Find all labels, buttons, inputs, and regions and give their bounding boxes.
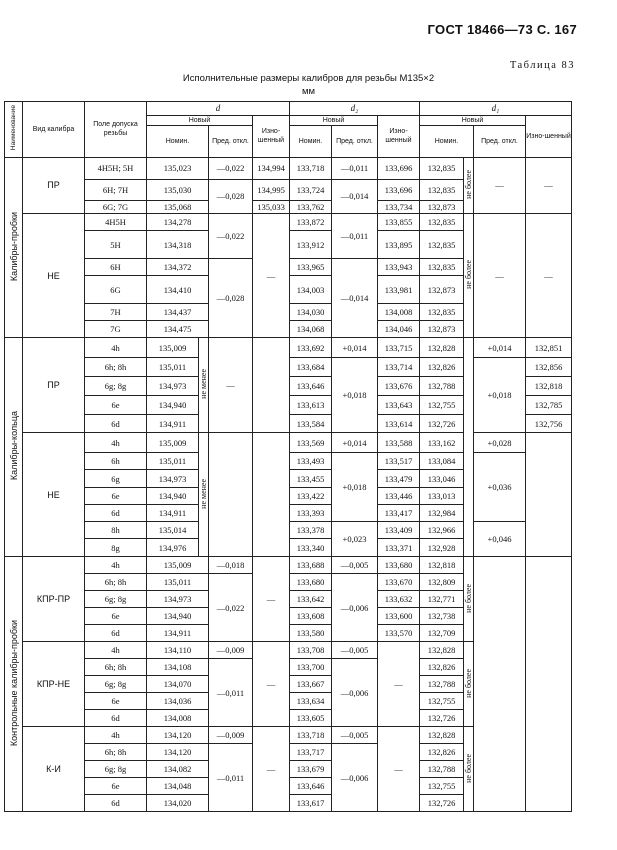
deviation: +0,018 (332, 453, 378, 522)
d2-nominal: 133,684 (290, 358, 332, 377)
table-label: Таблица 83 (509, 60, 575, 71)
tolerance-cell: 4h (85, 338, 147, 358)
d1-nominal: 132,826 (420, 744, 464, 761)
d2-nominal: 133,422 (290, 488, 332, 505)
deviation: —0,009 (209, 642, 253, 659)
d2-worn: 133,479 (378, 470, 420, 488)
tolerance-cell: 6G; 7G (85, 200, 147, 214)
d1-nominal: 132,828 (420, 642, 464, 659)
d2-worn: 133,895 (378, 231, 420, 259)
deviation: —0,022 (209, 157, 253, 179)
deviation: +0,014 (332, 338, 378, 358)
d1-nominal: 132,873 (420, 321, 464, 338)
d-nominal: 134,437 (147, 304, 209, 321)
d-nominal: 134,070 (147, 676, 209, 693)
d1-new-header: Новый (420, 115, 526, 125)
deviation: —0,011 (209, 744, 253, 812)
d-nominal: 134,278 (147, 214, 209, 231)
d2-worn: 134,008 (378, 304, 420, 321)
d1-nominal: 132,738 (420, 608, 464, 625)
tolerance-cell: 5H (85, 231, 147, 259)
d2-nominal: 133,393 (290, 505, 332, 522)
tolerance-cell: 6d (85, 505, 147, 522)
d-nominal: 135,014 (147, 522, 199, 539)
deviation: —0,014 (332, 259, 378, 338)
worn-value: — (253, 557, 290, 642)
tolerance-cell: 6e (85, 396, 147, 415)
col-name-header (5, 102, 23, 158)
d-worn-header: Изно-шенный (253, 115, 290, 157)
worn-value (253, 338, 290, 433)
table-row (5, 214, 572, 231)
tolerance-cell: 4h (85, 727, 147, 744)
d2-nominal: 133,692 (290, 338, 332, 358)
d-worn: 135,033 (253, 200, 290, 214)
type-label: КПР-НЕ (23, 642, 85, 727)
col-tol-header: Поле допуска резьбы (85, 102, 147, 158)
group-label (5, 157, 23, 338)
d-nominal: 134,318 (147, 231, 209, 259)
d2-worn: 133,696 (378, 157, 420, 179)
deviation: — (209, 338, 253, 433)
tolerance-cell: 6h; 8h (85, 358, 147, 377)
d2-nominal: 133,646 (290, 778, 332, 795)
tolerance-cell: 6e (85, 778, 147, 795)
d-nominal: 134,120 (147, 727, 209, 744)
d1-worn: 132,785 (526, 396, 572, 415)
worn-value (526, 433, 572, 557)
worn-value (526, 557, 572, 812)
d-worn: 134,995 (253, 179, 290, 200)
worn-value: — (526, 214, 572, 338)
d-nominal: 134,082 (147, 761, 209, 778)
note-vertical (199, 433, 209, 557)
group-label-text: Контрольные калибры-пробки (8, 619, 19, 747)
deviation: — (474, 214, 526, 338)
deviation: —0,011 (332, 157, 378, 179)
deviation: —0,006 (332, 744, 378, 812)
d2-nominal: 133,455 (290, 470, 332, 488)
d1-nominal: 132,826 (420, 358, 464, 377)
unit-text: мм (301, 86, 316, 97)
d1-nominal: 132,873 (420, 200, 464, 214)
note-vertical-text: не менее (199, 478, 208, 509)
d1-nominal: 132,809 (420, 574, 464, 591)
d2-worn: 133,715 (378, 338, 420, 358)
deviation: —0,028 (209, 259, 253, 338)
d2-nominal: 133,708 (290, 642, 332, 659)
d2-nominal: 133,617 (290, 795, 332, 812)
d2-nominal: 133,717 (290, 744, 332, 761)
d2-new-header: Новый (290, 115, 378, 125)
d2-nominal: 133,493 (290, 453, 332, 470)
d-new-header: Новый (147, 115, 253, 125)
d2-nominal: 133,608 (290, 608, 332, 625)
d2-nominal: 133,634 (290, 693, 332, 710)
blank (464, 338, 474, 557)
note-vertical-text: не более (464, 169, 473, 199)
d1-nominal: 132,726 (420, 415, 464, 433)
note-vertical-text: не более (464, 583, 473, 613)
d2-worn: 133,446 (378, 488, 420, 505)
type-label: НЕ (23, 433, 85, 557)
d2-nominal: 133,378 (290, 522, 332, 539)
d1-nominal: 132,788 (420, 377, 464, 396)
d-nominal: 134,973 (147, 591, 209, 608)
d-nominal: 134,475 (147, 321, 209, 338)
d-nominal: 134,911 (147, 625, 209, 642)
tolerance-cell: 6g; 8g (85, 761, 147, 778)
worn-value: — (378, 642, 420, 727)
group-label (5, 557, 23, 812)
d2-nominal: 133,569 (290, 433, 332, 453)
deviation: —0,009 (209, 727, 253, 744)
tolerance-cell: 4H5H (85, 214, 147, 231)
d-nominal: 135,009 (147, 557, 209, 574)
d1-nominal: 133,046 (420, 470, 464, 488)
col-d2-header: d₂ (290, 102, 420, 116)
d2-nominal: 133,584 (290, 415, 332, 433)
d2-nominal: 133,688 (290, 557, 332, 574)
table-row (5, 557, 572, 574)
d2-nominal: 133,613 (290, 396, 332, 415)
worn-value: — (253, 214, 290, 338)
deviation: —0,022 (209, 214, 253, 259)
tolerance-cell: 8g (85, 539, 147, 557)
d1-worn: 132,818 (526, 377, 572, 396)
note-vertical-text: не более (464, 753, 473, 783)
d2-worn: 133,981 (378, 276, 420, 304)
d2-worn: 133,696 (378, 179, 420, 200)
group-label-text: Калибры-пробки (8, 211, 19, 281)
table-row (5, 433, 572, 453)
d1-nominal: 132,835 (420, 304, 464, 321)
d-nominal: 134,410 (147, 276, 209, 304)
d2-nominal: 133,872 (290, 214, 332, 231)
d-nominal: 135,068 (147, 200, 209, 214)
deviation: +0,046 (474, 522, 526, 557)
d2-nominal: 134,003 (290, 276, 332, 304)
d-nominal: 135,009 (147, 433, 199, 453)
d1-nominal: 132,709 (420, 625, 464, 642)
d1-nominal: 132,835 (420, 157, 464, 179)
d2-nominal: 133,580 (290, 625, 332, 642)
group-label-text: Калибры-кольца (8, 411, 19, 481)
d-nominal: 134,976 (147, 539, 199, 557)
d1-nominal: 133,084 (420, 453, 464, 470)
tolerance-cell: 7H (85, 304, 147, 321)
deviation: —0,011 (209, 659, 253, 727)
d-nominal: 134,911 (147, 505, 199, 522)
deviation: —0,022 (209, 574, 253, 642)
tolerance-cell: 4h (85, 433, 147, 453)
d1-nominal: 132,828 (420, 727, 464, 744)
type-label: НЕ (23, 214, 85, 338)
d1-nominal: 132,726 (420, 710, 464, 727)
d2-worn: 133,409 (378, 522, 420, 539)
note-vertical-text: не более (464, 668, 473, 698)
d2-dev-header: Пред. откл. (332, 125, 378, 157)
deviation: —0,028 (209, 179, 253, 214)
d-nominal: 134,940 (147, 608, 209, 625)
d2-nom-header: Номин. (290, 125, 332, 157)
deviation: —0,014 (332, 179, 378, 214)
deviation (209, 433, 253, 557)
d2-nominal: 133,718 (290, 157, 332, 179)
tolerance-cell: 4h (85, 557, 147, 574)
tolerance-cell: 6g; 8g (85, 377, 147, 396)
d1-worn: 132,851 (526, 338, 572, 358)
d1-nominal: 132,984 (420, 505, 464, 522)
d-nominal: 134,108 (147, 659, 209, 676)
d2-nominal: 133,679 (290, 761, 332, 778)
d2-worn: 133,517 (378, 453, 420, 470)
deviation: +0,018 (332, 358, 378, 433)
d2-nominal: 133,667 (290, 676, 332, 693)
note-vertical (464, 642, 474, 727)
deviation: —0,006 (332, 574, 378, 642)
d2-worn: 133,632 (378, 591, 420, 608)
d-nominal: 134,973 (147, 470, 199, 488)
d2-worn: 133,643 (378, 396, 420, 415)
tolerance-cell: 6h; 8h (85, 744, 147, 761)
d-nominal: 134,940 (147, 488, 199, 505)
d1-nominal: 132,726 (420, 795, 464, 812)
d2-worn: 133,855 (378, 214, 420, 231)
type-label: К-И (23, 727, 85, 812)
d2-nominal: 133,642 (290, 591, 332, 608)
d2-nominal: 133,718 (290, 727, 332, 744)
d-nominal: 135,030 (147, 179, 209, 200)
deviation: —0,011 (332, 214, 378, 259)
table-row (5, 157, 572, 179)
tolerance-cell: 8h (85, 522, 147, 539)
dimensions-table (4, 101, 572, 812)
d2-nominal: 133,646 (290, 377, 332, 396)
d-nominal: 134,911 (147, 415, 199, 433)
d1-dev-header: Пред. откл. (474, 125, 526, 157)
deviation: +0,018 (474, 358, 526, 433)
d-nominal: 134,048 (147, 778, 209, 795)
d2-worn: 133,600 (378, 608, 420, 625)
d1-nom-header: Номин. (420, 125, 474, 157)
d2-nominal: 133,680 (290, 574, 332, 591)
d-nominal: 135,011 (147, 574, 209, 591)
d1-nominal: 132,873 (420, 276, 464, 304)
d1-nominal: 133,013 (420, 488, 464, 505)
d-worn: 134,994 (253, 157, 290, 179)
d2-worn: 133,943 (378, 259, 420, 276)
d-nominal: 134,110 (147, 642, 209, 659)
note-vertical (464, 557, 474, 642)
type-label: ПР (23, 157, 85, 214)
d1-nominal: 132,828 (420, 338, 464, 358)
tolerance-cell: 6H; 7H (85, 179, 147, 200)
d2-worn: 134,046 (378, 321, 420, 338)
col-type-header: Вид калибра (23, 102, 85, 158)
d2-worn: 133,734 (378, 200, 420, 214)
tolerance-cell: 6g; 8g (85, 676, 147, 693)
d2-nominal: 133,724 (290, 179, 332, 200)
d-nominal: 135,011 (147, 453, 199, 470)
tolerance-cell: 4h (85, 642, 147, 659)
d1-nominal: 132,835 (420, 214, 464, 231)
page-header: ГОСТ 18466—73 С. 167 (427, 22, 577, 37)
d1-nominal: 132,818 (420, 557, 464, 574)
d-nominal: 135,009 (147, 338, 199, 358)
d2-nominal: 133,605 (290, 710, 332, 727)
tolerance-cell: 6e (85, 488, 147, 505)
d1-nominal: 132,835 (420, 231, 464, 259)
deviation (474, 557, 526, 812)
tolerance-cell: 4H5H; 5H (85, 157, 147, 179)
d-nominal: 134,020 (147, 795, 209, 812)
tolerance-cell: 7G (85, 321, 147, 338)
d1-nominal: 132,835 (420, 179, 464, 200)
tolerance-cell: 6h (85, 453, 147, 470)
col-d1-header: d₁ (420, 102, 572, 116)
tolerance-cell: 6d (85, 625, 147, 642)
d1-worn: 132,756 (526, 415, 572, 433)
tolerance-cell: 6e (85, 608, 147, 625)
worn-value: — (378, 727, 420, 812)
table-title (0, 72, 617, 98)
note-vertical (199, 338, 209, 433)
worn-value: — (253, 727, 290, 812)
d2-worn: 133,614 (378, 415, 420, 433)
tolerance-cell: 6G (85, 276, 147, 304)
d2-nominal: 133,340 (290, 539, 332, 557)
tolerance-cell: 6d (85, 795, 147, 812)
d1-nominal: 132,835 (420, 259, 464, 276)
tolerance-cell: 6d (85, 710, 147, 727)
d-nominal: 134,940 (147, 396, 199, 415)
tolerance-cell: 6e (85, 693, 147, 710)
tolerance-cell: 6h; 8h (85, 659, 147, 676)
note-vertical-text: не более (464, 260, 473, 289)
note-vertical (464, 157, 474, 214)
table-row (5, 338, 572, 358)
note-vertical (464, 727, 474, 812)
d1-nominal: 132,826 (420, 659, 464, 676)
d2-worn: 133,714 (378, 358, 420, 377)
type-label: ПР (23, 338, 85, 433)
d2-worn: 133,670 (378, 574, 420, 591)
d-nom-header: Номин. (147, 125, 209, 157)
d1-nominal: 132,788 (420, 761, 464, 778)
d-nominal: 135,011 (147, 358, 199, 377)
d2-nominal: 134,030 (290, 304, 332, 321)
d-nominal: 134,008 (147, 710, 209, 727)
d1-worn-header: Изно-шенный (526, 115, 572, 157)
d2-worn: 133,371 (378, 539, 420, 557)
d1-nominal: 132,755 (420, 693, 464, 710)
d-nominal: 134,973 (147, 377, 199, 396)
d2-nominal: 133,965 (290, 259, 332, 276)
d-nominal: 134,372 (147, 259, 209, 276)
d2-nominal: 133,762 (290, 200, 332, 214)
deviation: —0,018 (209, 557, 253, 574)
d-nominal: 135,023 (147, 157, 209, 179)
d1-nominal: 133,162 (420, 433, 464, 453)
d1-nominal: 132,771 (420, 591, 464, 608)
tolerance-cell: 6g; 8g (85, 591, 147, 608)
tolerance-cell: 6g (85, 470, 147, 488)
deviation: +0,028 (474, 433, 526, 453)
d2-worn-header: Изно-шенный (378, 115, 420, 157)
deviation: —0,005 (332, 642, 378, 659)
deviation: —0,006 (332, 659, 378, 727)
note-vertical-text: не менее (199, 369, 208, 399)
d-dev-header: Пред. откл. (209, 125, 253, 157)
deviation: +0,014 (332, 433, 378, 453)
d2-worn: 133,680 (378, 557, 420, 574)
d2-nominal: 133,700 (290, 659, 332, 676)
group-label (5, 338, 23, 557)
worn-value: — (253, 642, 290, 727)
type-label: КПР-ПР (23, 557, 85, 642)
worn-value: — (526, 157, 572, 214)
deviation: +0,036 (474, 453, 526, 522)
tolerance-cell: 6h; 8h (85, 574, 147, 591)
d1-worn: 132,856 (526, 358, 572, 377)
d2-nominal: 134,068 (290, 321, 332, 338)
title-text: Исполнительные размеры калибров для резьбы M135×2 (182, 73, 435, 84)
d1-nominal: 132,966 (420, 522, 464, 539)
d2-worn: 133,676 (378, 377, 420, 396)
deviation: —0,005 (332, 727, 378, 744)
d2-worn: 133,588 (378, 433, 420, 453)
col-name-label: Наименование (10, 105, 17, 151)
tolerance-cell: 6H (85, 259, 147, 276)
d2-nominal: 133,912 (290, 231, 332, 259)
d1-nominal: 132,755 (420, 778, 464, 795)
d1-nominal: 132,755 (420, 396, 464, 415)
d-nominal: 134,036 (147, 693, 209, 710)
note-vertical (464, 214, 474, 338)
deviation: +0,014 (474, 338, 526, 358)
tolerance-cell: 6d (85, 415, 147, 433)
col-d-header: d (147, 102, 290, 116)
worn-value (253, 433, 290, 557)
deviation: —0,005 (332, 557, 378, 574)
d1-nominal: 132,788 (420, 676, 464, 693)
deviation: +0,023 (332, 522, 378, 557)
d2-worn: 133,417 (378, 505, 420, 522)
deviation: — (474, 157, 526, 214)
d1-nominal: 132,928 (420, 539, 464, 557)
d-nominal: 134,120 (147, 744, 209, 761)
d2-worn: 133,570 (378, 625, 420, 642)
